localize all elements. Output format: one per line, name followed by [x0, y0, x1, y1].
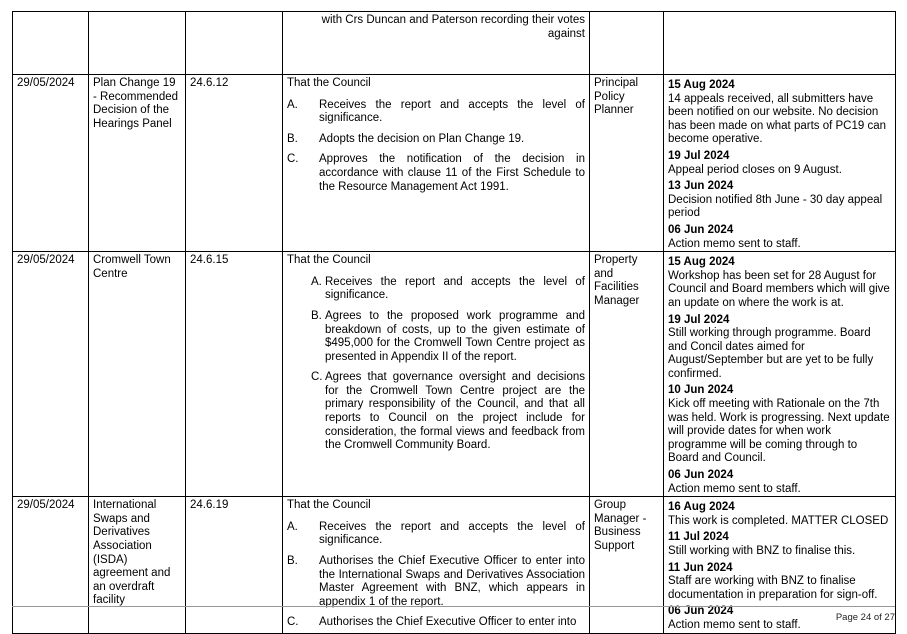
- resolution-lead: That the Council: [287, 499, 371, 512]
- list-item: [287, 153, 585, 194]
- date-cell: 29/05/2024: [13, 75, 89, 252]
- item-text: Receives the report and accepts the level of significance.: [325, 275, 585, 302]
- update-date: 19 Jul 2024: [668, 149, 730, 162]
- date-cell: [13, 12, 89, 75]
- update-date: 11 Jun 2024: [668, 561, 733, 574]
- list-item: [311, 276, 585, 303]
- date-cell: 29/05/2024: [13, 252, 89, 497]
- page-number: Page 24 of 27: [835, 612, 895, 623]
- update-note: Workshop has been set for 28 August for Council and Board members which will give an update on where the work is at.: [668, 269, 890, 309]
- update-entry: [668, 562, 891, 603]
- update-entry: [668, 384, 891, 466]
- resolution-cell: [283, 252, 590, 497]
- date-cell: 29/05/2024: [13, 497, 89, 633]
- resolution-tail-line: against: [547, 27, 585, 40]
- table-row: [13, 75, 896, 252]
- item-letter: C.: [287, 153, 299, 166]
- update-entry: [668, 180, 891, 221]
- update-note: Action memo sent to staff.: [668, 618, 801, 631]
- update-entry: [668, 469, 891, 496]
- footer-divider: [12, 606, 895, 607]
- update-note: Still working with BNZ to finalise this.: [668, 545, 856, 557]
- update-entry: [668, 256, 891, 310]
- item-letter: C.: [287, 616, 299, 629]
- update-entry: [668, 224, 891, 251]
- item-letter: B.: [287, 132, 298, 145]
- update-date: 06 Jun 2024: [668, 469, 734, 482]
- update-date: 13 Jun 2024: [668, 180, 734, 193]
- item-letter: B.: [311, 309, 322, 322]
- resolution-cell: [283, 497, 590, 633]
- update-note: Action memo sent to staff.: [668, 482, 801, 495]
- officer-cell: Property and Facilities Manager: [590, 252, 664, 497]
- update-date: 15 Aug 2024: [668, 256, 735, 269]
- item-letter: C.: [311, 371, 323, 384]
- table-row: [13, 497, 896, 633]
- list-item: [287, 555, 585, 609]
- item-text: Agrees to the proposed work programme and breakdown of costs, up to the given estimate of $495,000 for the Cromwell Town Centre project as presented in Appendix II of the report.: [325, 309, 585, 363]
- update-note: Kick off meeting with Rationale on the 7th was held. Work is progressing. Next update will provide dates for when work programme will be coming through to Board and Council.: [668, 398, 890, 465]
- officer-cell: [590, 12, 664, 75]
- update-note: 14 appeals received, all submitters have been notified on our website. No decision has been made on what parts of PC19 can become operative.: [668, 92, 887, 146]
- item-letter: A.: [287, 98, 298, 111]
- update-note: Decision notified 8th June - 30 day appeal period: [668, 193, 883, 220]
- item-text: Receives the report and accepts the level of significance.: [319, 520, 585, 547]
- table-row: [13, 252, 896, 497]
- resolution-list: [287, 276, 585, 453]
- list-item: [287, 133, 585, 147]
- update-date: 11 Jul 2024: [668, 531, 729, 544]
- update-date: 10 Jun 2024: [668, 384, 734, 397]
- resolution-tail-line: with Crs Duncan and Paterson recording their votes: [321, 14, 585, 26]
- update-date: 16 Aug 2024: [668, 501, 735, 514]
- resolution-tracking-table: [12, 11, 896, 634]
- subject-cell: International Swaps and Derivatives Association (ISDA) agreement and an overdraft facility: [89, 497, 186, 633]
- resolution-cell: [283, 75, 590, 252]
- update-entry: [668, 531, 891, 558]
- update-note: Still working through programme. Board and Concil dates aimed for August/September but are yet to be fully confirmed.: [668, 327, 874, 380]
- update-note: Staff are working with BNZ to finalise documentation in preparation for sign-off.: [668, 575, 878, 601]
- update-entry: [668, 501, 891, 528]
- continuation-row: [13, 12, 896, 75]
- update-note: Appeal period closes on 9 August.: [668, 163, 842, 176]
- list-item: [287, 521, 585, 548]
- list-item: [311, 371, 585, 453]
- update-date: 06 Jun 2024: [668, 223, 734, 236]
- list-item: [287, 99, 585, 126]
- updates-cell: [664, 252, 896, 497]
- resolution-lead: That the Council: [287, 77, 371, 89]
- updates-cell: [664, 12, 896, 75]
- item-text: Authorises the Chief Executive Officer to enter into: [319, 616, 577, 629]
- item-letter: A.: [311, 275, 322, 288]
- ref-cell: 24.6.19: [186, 497, 283, 633]
- item-letter: B.: [287, 555, 298, 567]
- update-date: 15 Aug 2024: [668, 79, 735, 91]
- item-text: Approves the notification of the decision in accordance with clause 11 of the First Schedule to the Resource Management Act 1991.: [319, 153, 585, 193]
- officer-cell: Group Manager - Business Support: [590, 497, 664, 633]
- item-text: Authorises the Chief Executive Officer to enter into the International Swaps and Derivatives Association Master Agreement with BNZ, which appears in appendix 1 of the report.: [319, 555, 585, 608]
- subject-cell: Cromwell Town Centre: [89, 252, 186, 497]
- update-note: Action memo sent to staff.: [668, 237, 801, 250]
- ref-cell: [186, 12, 283, 75]
- update-entry: [668, 150, 891, 177]
- update-note: This work is completed. MATTER CLOSED: [668, 514, 889, 527]
- resolution-list: [287, 99, 585, 195]
- subject-cell: [89, 12, 186, 75]
- update-date: 19 Jul 2024: [668, 313, 730, 326]
- ref-cell: 24.6.15: [186, 252, 283, 497]
- item-text: Adopts the decision on Plan Change 19.: [319, 132, 525, 145]
- updates-cell: [664, 75, 896, 252]
- resolution-cell: [283, 12, 590, 75]
- update-date: 06 Jun 2024: [668, 605, 734, 618]
- update-entry: [668, 314, 891, 382]
- update-entry: [668, 79, 891, 147]
- resolution-list: [287, 521, 585, 630]
- ref-cell: 24.6.12: [186, 75, 283, 252]
- list-item: [287, 616, 585, 630]
- subject-cell: Plan Change 19 - Recommended Decision of the Hearings Panel: [89, 75, 186, 252]
- list-item: [311, 310, 585, 364]
- item-text: Agrees that governance oversight and decisions for the Cromwell Town Centre project are the primary responsibility of the Council, and that all reports to Council on the project include for consideration, the formal views and feedback from the Cromwell Community Board.: [325, 371, 585, 452]
- item-text: Receives the report and accepts the level of significance.: [319, 98, 585, 125]
- resolution-lead: That the Council: [287, 254, 371, 267]
- item-letter: A.: [287, 520, 298, 533]
- officer-cell: Principal Policy Planner: [590, 75, 664, 252]
